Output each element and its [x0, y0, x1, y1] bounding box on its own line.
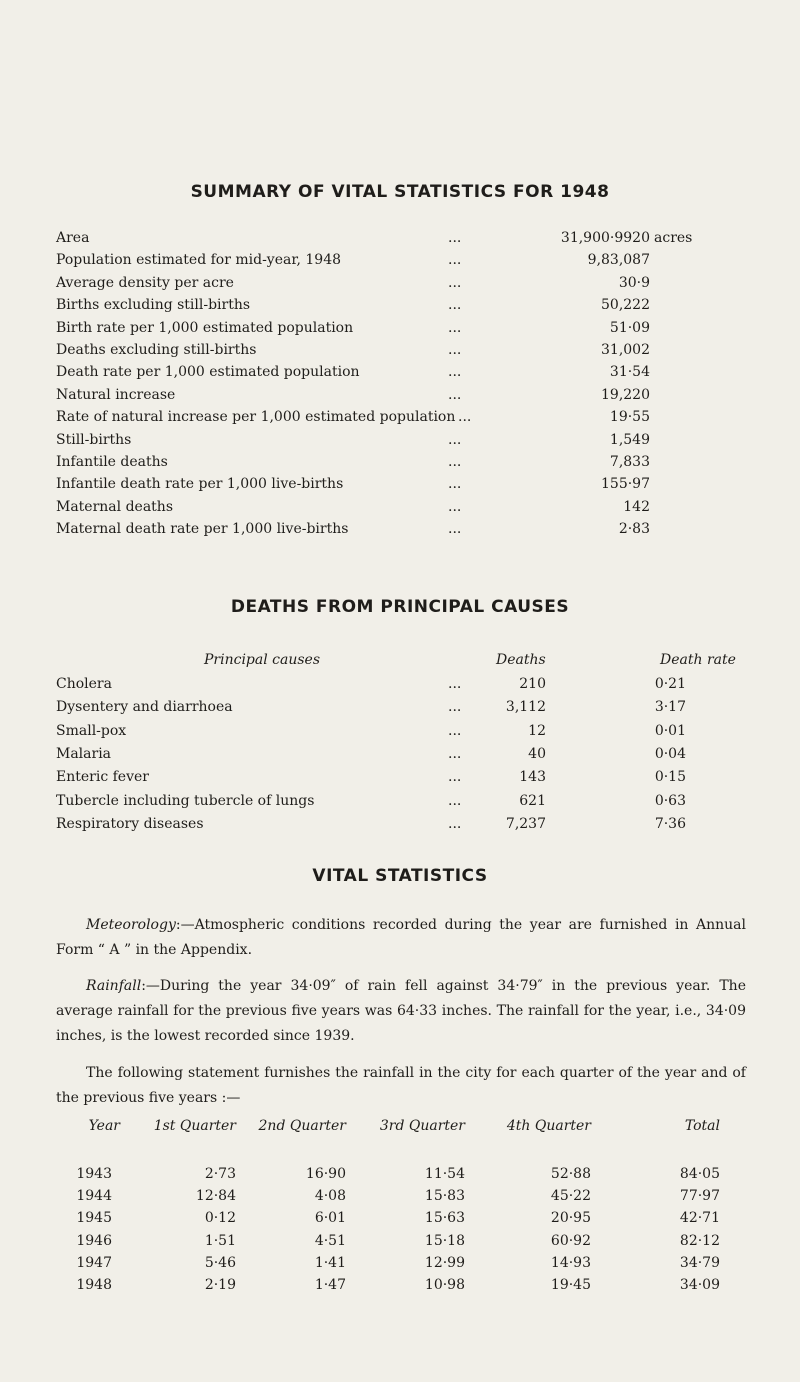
summary-row — [0, 521, 800, 543]
cause-death-rate: 0·01 — [654, 722, 686, 739]
leader-dots: ... — [448, 476, 462, 493]
summary-value: 31,002 — [601, 342, 650, 358]
q3-cell: 12·99 — [424, 1254, 465, 1271]
rainfall-row — [0, 1188, 800, 1210]
cause-row — [0, 746, 800, 768]
summary-value: 9,83,087 — [587, 252, 650, 269]
summary-label: Maternal deaths — [56, 498, 173, 515]
total-cell: 34·79 — [679, 1254, 720, 1271]
rainfall-row — [0, 1233, 800, 1255]
q3-cell: 15·63 — [424, 1210, 465, 1227]
summary-value: 155·97 — [601, 476, 650, 493]
cause-row — [0, 816, 800, 838]
q3-cell: 10·98 — [424, 1277, 465, 1293]
leader-dots: ... — [448, 815, 462, 832]
rainfall-row — [0, 1277, 800, 1299]
q3-cell: 15·18 — [424, 1232, 465, 1249]
q2-cell: 4·08 — [314, 1188, 346, 1205]
cause-death-rate: 3·17 — [654, 699, 686, 716]
statement-paragraph — [56, 1061, 746, 1111]
summary-value: 1,549 — [609, 431, 650, 448]
cause-death-rate: 0·15 — [654, 769, 686, 786]
year-cell: 1944 — [76, 1188, 112, 1205]
q3-cell: 11·54 — [424, 1166, 465, 1182]
total-cell: 82·12 — [679, 1232, 720, 1249]
summary-label: Deaths excluding still-births — [56, 342, 257, 358]
cause-row — [0, 676, 800, 698]
summary-label: Area — [56, 230, 90, 246]
q1-cell: 2·73 — [204, 1166, 236, 1182]
cause-deaths: 621 — [519, 792, 546, 809]
summary-value: 50,222 — [601, 297, 650, 314]
summary-label: Still-births — [56, 431, 132, 448]
rainfall-header-row — [0, 1118, 800, 1140]
q2-header: 2nd Quarter — [258, 1118, 346, 1134]
cause-death-rate: 7·36 — [654, 815, 686, 832]
leader-dots: ... — [448, 297, 462, 314]
q1-cell: 5·46 — [204, 1254, 236, 1271]
leader-dots: ... — [448, 676, 462, 692]
cause-column-header: Principal causes — [204, 652, 321, 668]
total-cell: 84·05 — [679, 1166, 720, 1182]
summary-value: 19·55 — [609, 409, 650, 426]
summary-row — [0, 364, 800, 386]
summary-label: Birth rate per 1,000 estimated population — [56, 319, 354, 336]
q1-header: 1st Quarter — [153, 1118, 236, 1134]
summary-value: 31,900·9920 — [560, 230, 650, 246]
leader-dots: ... — [448, 792, 462, 809]
q1-cell: 0·12 — [204, 1210, 236, 1227]
q3-header: 3rd Quarter — [379, 1118, 465, 1134]
leader-dots: ... — [448, 319, 462, 336]
summary-row — [0, 387, 800, 409]
summary-value: 51·09 — [609, 319, 650, 336]
summary-value: 30·9 — [618, 274, 650, 291]
causes-header-row — [0, 652, 800, 674]
summary-label: Average density per acre — [56, 274, 234, 291]
summary-row — [0, 499, 800, 521]
summary-label: Death rate per 1,000 estimated population — [56, 364, 360, 381]
meteorology-text: :—Atmospheric conditions recorded during the year are furnished in Annual Form “ A ” in the Appendix. — [56, 917, 746, 958]
year-cell: 1946 — [76, 1232, 112, 1249]
vital-title: VITAL STATISTICS — [312, 866, 488, 886]
leader-dots: ... — [458, 409, 472, 426]
summary-label: Natural increase — [56, 386, 176, 403]
cause-deaths: 12 — [528, 722, 546, 739]
meteorology-label: Meteorology — [86, 917, 176, 933]
summary-row — [0, 297, 800, 319]
summary-row — [0, 409, 800, 431]
cause-name: Small-pox — [56, 722, 127, 739]
summary-unit: acres — [654, 230, 693, 246]
leader-dots: ... — [448, 699, 462, 716]
year-cell: 1948 — [76, 1277, 112, 1293]
leader-dots: ... — [448, 745, 462, 762]
q1-cell: 2·19 — [204, 1277, 236, 1293]
leader-dots: ... — [448, 342, 462, 358]
rainfall-row — [0, 1210, 800, 1232]
q3-cell: 15·83 — [424, 1188, 465, 1205]
rainfall-paragraph — [56, 974, 746, 1049]
leader-dots: ... — [448, 431, 462, 448]
cause-death-rate: 0·21 — [654, 676, 686, 692]
rainfall-text: :—During the year 34·09″ of rain fell against 34·79″ in the previous year. The average rainfall for the previous five years was 64·33 inches. The rainfall for the year, i.e., 34·09 inches, is the lowest recorded since 1939. — [56, 978, 746, 1044]
summary-row — [0, 454, 800, 476]
leader-dots: ... — [448, 722, 462, 739]
leader-dots: ... — [448, 364, 462, 381]
rainfall-row — [0, 1166, 800, 1188]
leader-dots: ... — [448, 454, 462, 470]
total-cell: 42·71 — [679, 1210, 720, 1227]
summary-label: Population estimated for mid-year, 1948 — [56, 252, 342, 269]
summary-value: 142 — [623, 498, 650, 515]
summary-value: 7,833 — [609, 454, 650, 470]
summary-row — [0, 342, 800, 364]
leader-dots: ... — [448, 498, 462, 515]
q4-cell: 19·45 — [550, 1277, 591, 1293]
summary-row — [0, 275, 800, 297]
leader-dots: ... — [448, 274, 462, 291]
summary-value: 2·83 — [618, 521, 650, 538]
year-header: Year — [88, 1118, 120, 1134]
q1-cell: 1·51 — [204, 1232, 236, 1249]
summary-label: Births excluding still-births — [56, 297, 251, 314]
death-rate-column-header: Death rate — [660, 652, 736, 668]
rainfall-label: Rainfall — [86, 978, 142, 994]
cause-name: Tubercle including tubercle of lungs — [56, 792, 315, 809]
leader-dots: ... — [448, 252, 462, 269]
cause-name: Respiratory diseases — [56, 815, 204, 832]
q4-cell: 20·95 — [550, 1210, 591, 1227]
year-cell: 1947 — [76, 1254, 112, 1271]
summary-row — [0, 476, 800, 498]
total-cell: 34·09 — [679, 1277, 720, 1293]
q1-cell: 12·84 — [195, 1188, 236, 1205]
q2-cell: 16·90 — [305, 1166, 346, 1182]
causes-title: DEATHS FROM PRINCIPAL CAUSES — [230, 597, 570, 617]
summary-value: 19,220 — [601, 386, 650, 403]
leader-dots: ... — [448, 769, 462, 786]
total-header: Total — [684, 1118, 720, 1134]
cause-name: Malaria — [56, 745, 112, 762]
cause-deaths: 143 — [519, 769, 546, 786]
cause-row — [0, 769, 800, 791]
cause-row — [0, 723, 800, 745]
cause-death-rate: 0·63 — [654, 792, 686, 809]
rainfall-row — [0, 1255, 800, 1277]
cause-deaths: 210 — [519, 676, 546, 692]
q2-cell: 1·47 — [314, 1277, 346, 1293]
summary-row — [0, 320, 800, 342]
summary-row — [0, 432, 800, 454]
meteorology-paragraph — [56, 913, 746, 963]
q4-cell: 52·88 — [550, 1166, 591, 1182]
leader-dots: ... — [448, 521, 462, 538]
q4-cell: 45·22 — [550, 1188, 591, 1205]
q4-cell: 14·93 — [550, 1254, 591, 1271]
summary-title: SUMMARY OF VITAL STATISTICS FOR 1948 — [190, 182, 610, 202]
summary-row — [0, 230, 800, 252]
deaths-column-header: Deaths — [496, 652, 546, 668]
summary-value: 31·54 — [609, 364, 650, 381]
cause-row — [0, 699, 800, 721]
leader-dots: ... — [448, 230, 462, 246]
cause-deaths: 40 — [528, 745, 546, 762]
summary-label: Infantile deaths — [56, 454, 168, 470]
q4-cell: 60·92 — [550, 1232, 591, 1249]
summary-label: Maternal death rate per 1,000 live-births — [56, 521, 349, 538]
cause-deaths: 3,112 — [505, 699, 546, 716]
year-cell: 1943 — [76, 1166, 112, 1182]
q2-cell: 4·51 — [314, 1232, 346, 1249]
cause-deaths: 7,237 — [505, 815, 546, 832]
q4-header: 4th Quarter — [506, 1118, 591, 1134]
statement-text: The following statement furnishes the rainfall in the city for each quarter of the year and of the previous five years :— — [56, 1065, 746, 1106]
leader-dots: ... — [448, 386, 462, 403]
cause-row — [0, 793, 800, 815]
summary-row — [0, 252, 800, 274]
total-cell: 77·97 — [679, 1188, 720, 1205]
cause-name: Cholera — [56, 676, 112, 692]
cause-death-rate: 0·04 — [654, 745, 686, 762]
q2-cell: 1·41 — [314, 1254, 346, 1271]
summary-label: Infantile death rate per 1,000 live-births — [56, 476, 344, 493]
cause-name: Enteric fever — [56, 769, 149, 786]
q2-cell: 6·01 — [314, 1210, 346, 1227]
cause-name: Dysentery and diarrhoea — [56, 699, 233, 716]
summary-label: Rate of natural increase per 1,000 estimated population — [56, 409, 456, 426]
year-cell: 1945 — [76, 1210, 112, 1227]
